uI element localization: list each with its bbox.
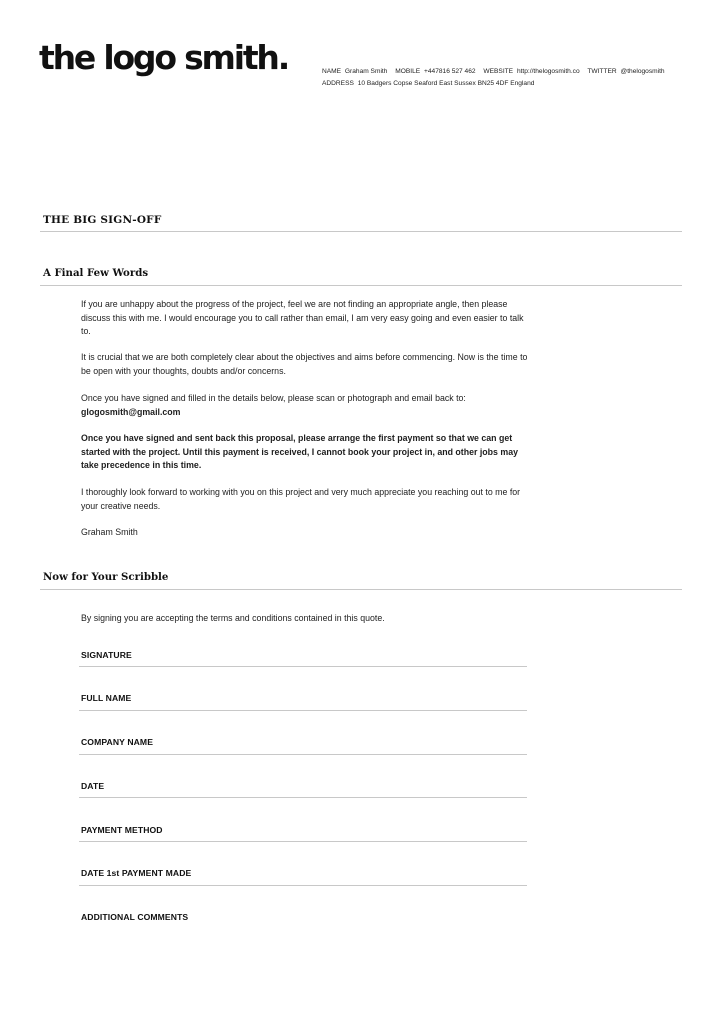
scribble-intro: By signing you are accepting the terms and conditions contained in this quote. bbox=[81, 613, 385, 623]
signature-line[interactable] bbox=[79, 666, 527, 667]
additional-comments-label: ADDITIONAL COMMENTS bbox=[81, 912, 189, 922]
first-payment-date-line[interactable] bbox=[79, 885, 527, 886]
final-words-para-2: It is crucial that we are both completely clear about the objectives and aims before commencing. Now is the time to be open with your thoughts, doubts and/or concerns. bbox=[81, 352, 528, 376]
website-value: http://thelogosmith.co bbox=[516, 68, 580, 75]
final-words-para-5: I thoroughly look forward to working with you on this project and very much appreciate you reaching out to me for your creative needs. bbox=[81, 487, 521, 511]
final-words-heading: A Final Few Words bbox=[43, 267, 149, 279]
mobile-label: MOBILE bbox=[395, 68, 421, 75]
divider bbox=[40, 285, 682, 286]
name-value: Graham Smith bbox=[344, 68, 388, 75]
mobile-value: +447816 527 462 bbox=[424, 68, 476, 75]
address-label: ADDRESS bbox=[322, 80, 354, 87]
twitter-value: @thelogosmith bbox=[620, 68, 665, 75]
first-payment-date-label: DATE 1st PAYMENT MADE bbox=[81, 868, 192, 878]
payment-method-label: PAYMENT METHOD bbox=[81, 825, 163, 835]
contact-email: glogosmith@gmail.com bbox=[81, 406, 181, 417]
section-title: THE BIG SIGN-OFF bbox=[43, 214, 162, 226]
contact-line-1 bbox=[322, 66, 665, 78]
company-name-line[interactable] bbox=[79, 754, 527, 755]
signature-label: SIGNATURE bbox=[81, 650, 132, 660]
full-name-line[interactable] bbox=[79, 710, 527, 711]
date-line[interactable] bbox=[79, 797, 527, 798]
name-label: NAME bbox=[322, 68, 342, 75]
company-name-label: COMPANY NAME bbox=[81, 737, 154, 747]
address-value: 10 Badgers Copse Seaford East Sussex BN25 4DF England bbox=[357, 80, 535, 87]
divider bbox=[40, 231, 682, 232]
date-label: DATE bbox=[81, 781, 105, 791]
website-label: WEBSITE bbox=[483, 68, 514, 75]
payment-method-line[interactable] bbox=[79, 841, 527, 842]
final-words-para-1: If you are unhappy about the progress of the project, feel we are not finding an appropriate angle, then please discuss this with me. I would encourage you to call rather than email, I am very easy going and even easier to talk to. bbox=[81, 299, 524, 336]
scribble-heading: Now for Your Scribble bbox=[43, 571, 169, 583]
logo: the logo smith. bbox=[39, 38, 289, 77]
contact-details bbox=[322, 66, 665, 90]
twitter-label: TWITTER bbox=[587, 68, 617, 75]
final-words-para-3: Once you have signed and filled in the details below, please scan or photograph and email back to: glogosmith@gmail.com bbox=[81, 392, 533, 419]
signoff-name: Graham Smith bbox=[81, 527, 138, 537]
divider bbox=[40, 589, 682, 590]
contact-line-2 bbox=[322, 78, 665, 90]
final-words-payment-notice: Once you have signed and sent back this proposal, please arrange the first payment so that we can get started with the project. Until this payment is received, I cannot book your project in, and other jobs may take precedence in this time. bbox=[81, 433, 518, 470]
full-name-label: FULL NAME bbox=[81, 693, 132, 703]
